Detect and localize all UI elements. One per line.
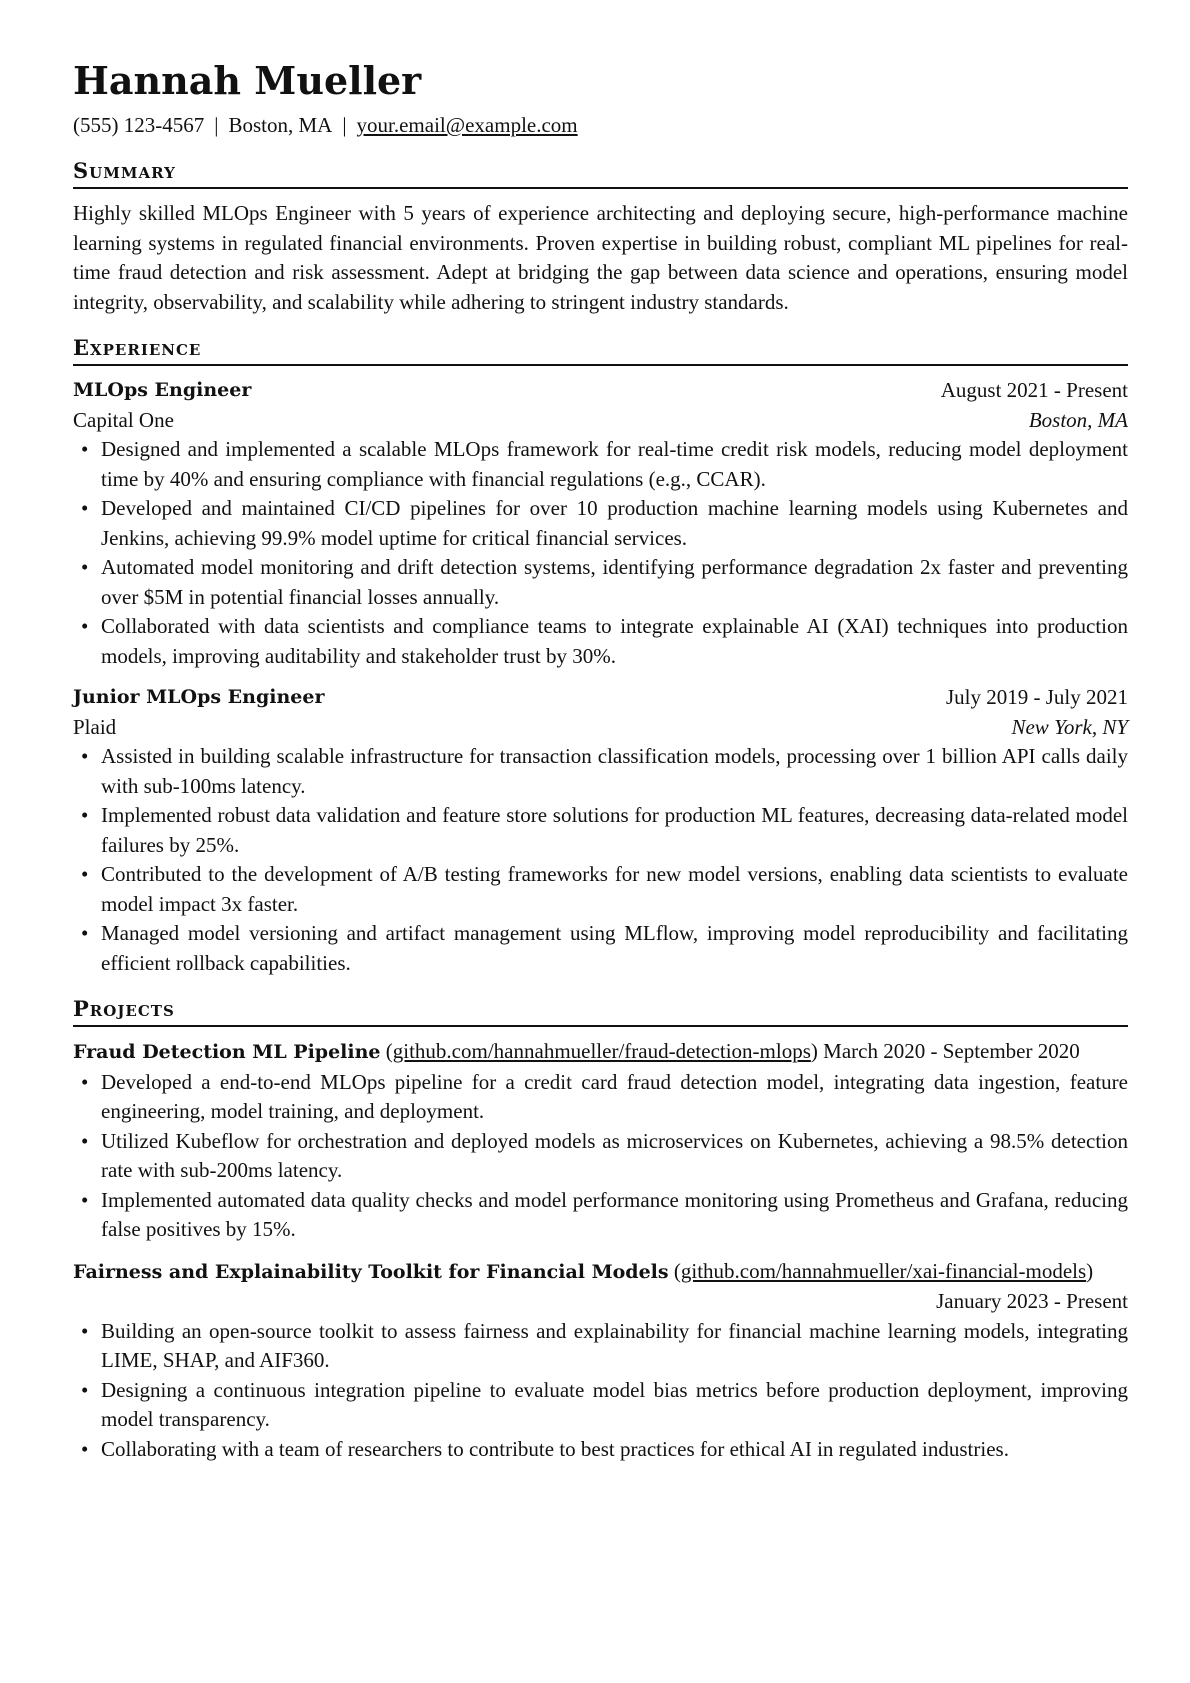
project-bullets xyxy=(73,1317,1128,1465)
job-company: Plaid xyxy=(73,714,117,739)
list-item: • Utilized Kubeflow for orchestration and deployed models as microservices on Kubernetes, achieving a 98.5% detection rate with sub-200ms latency. xyxy=(73,1127,1128,1186)
phone: (555) 123-4567 xyxy=(73,113,205,137)
project-header: Fraud Detection ML Pipeline (github.com/hannahmueller/fraud-detection-mlops) March 2020 - September 2020 xyxy=(73,1039,1080,1063)
job-subheader xyxy=(73,713,1128,743)
job-subheader xyxy=(73,406,1128,436)
project-link[interactable]: github.com/hannahmueller/xai-financial-models xyxy=(680,1258,1087,1283)
project-dates: January 2023 - Present xyxy=(936,1289,1128,1313)
job-bullets xyxy=(73,435,1128,671)
project-name: Fraud Detection ML Pipeline xyxy=(73,1041,381,1063)
list-item: • Automated model monitoring and drift detection systems, identifying performance degradation 2x faster and preventing over $5M in potential financial losses annually. xyxy=(73,553,1128,612)
list-item: • Designing a continuous integration pipeline to evaluate model bias metrics before production deployment, improving model transparency. xyxy=(73,1376,1128,1435)
list-item: • Collaborated with data scientists and compliance teams to integrate explainable AI (XAI) techniques into production models, improving auditability and stakeholder trust by 30%. xyxy=(73,612,1128,671)
project-entry xyxy=(73,1037,1128,1245)
list-item: • Implemented robust data validation and feature store solutions for production ML features, decreasing data-related model failures by 25%. xyxy=(73,801,1128,860)
email-link[interactable]: your.email@example.com xyxy=(356,113,578,137)
summary-text: Highly skilled MLOps Engineer with 5 years of experience architecting and deploying secure, high-performance machine learning systems in regulated financial environments. Proven expertise in building robust, compliant ML pipelines for real-time fraud detection and risk assessment. Adept at bridging the gap between data science and operations, ensuring model integrity, observability, and scalability while adhering to stringent industry standards. xyxy=(73,201,1128,314)
resume-page xyxy=(73,58,1128,1464)
job-dates: July 2019 - July 2021 xyxy=(945,685,1128,709)
list-item: • Building an open-source toolkit to assess fairness and explainability for financial machine learning models, integrating LIME, SHAP, and AIF360. xyxy=(73,1317,1128,1376)
contact-separator: | xyxy=(214,113,219,137)
project-dates-row xyxy=(73,1287,1128,1317)
job-role: Junior MLOps Engineer xyxy=(73,686,325,708)
list-item: • Collaborating with a team of researchers to contribute to best practices for ethical AI in regulated industries. xyxy=(73,1435,1128,1465)
list-item: • Developed and maintained CI/CD pipelines for over 10 production machine learning models using Kubernetes and Jenkins, achieving 99.9% model uptime for critical financial services. xyxy=(73,494,1128,553)
job-role: MLOps Engineer xyxy=(73,379,252,401)
experience-heading: Experience xyxy=(73,335,1128,366)
job-entry xyxy=(73,683,1128,978)
project-entry xyxy=(73,1257,1128,1465)
list-item: • Managed model versioning and artifact management using MLflow, improving model reproducibility and facilitating efficient rollback capabilities. xyxy=(73,919,1128,978)
projects-heading: Projects xyxy=(73,996,1128,1027)
project-header: Fairness and Explainability Toolkit for Financial Models (github.com/hannahmueller/xai-financial-models) xyxy=(73,1258,1094,1283)
project-link[interactable]: github.com/hannahmueller/fraud-detection-mlops xyxy=(392,1039,811,1063)
project-bullets xyxy=(73,1068,1128,1245)
job-location: Boston, MA xyxy=(1028,407,1128,432)
project-dates: March 2020 - September 2020 xyxy=(823,1039,1080,1063)
list-item: • Assisted in building scalable infrastructure for transaction classification models, processing over 1 billion API calls daily with sub-100ms latency. xyxy=(73,742,1128,801)
job-header xyxy=(73,683,1128,713)
location: Boston, MA xyxy=(228,113,333,137)
project-name: Fairness and Explainability Toolkit for Financial Models xyxy=(73,1260,669,1283)
list-item: • Developed a end-to-end MLOps pipeline for a credit card fraud detection model, integrating data ingestion, feature engineering, model training, and deployment. xyxy=(73,1068,1128,1127)
job-bullets xyxy=(73,742,1128,978)
job-dates: August 2021 - Present xyxy=(940,378,1128,402)
summary-heading: Summary xyxy=(73,158,1128,189)
job-company: Capital One xyxy=(73,407,174,432)
candidate-name: Hannah Mueller xyxy=(73,58,422,103)
job-entry xyxy=(73,376,1128,671)
job-header xyxy=(73,376,1128,406)
list-item: • Designed and implemented a scalable MLOps framework for real-time credit risk models, reducing model deployment time by 40% and ensuring compliance with financial regulations (e.g., CCAR). xyxy=(73,435,1128,494)
list-item: • Contributed to the development of A/B testing frameworks for new model versions, enabling data scientists to evaluate model impact 3x faster. xyxy=(73,860,1128,919)
list-item: • Implemented automated data quality checks and model performance monitoring using Prometheus and Grafana, reducing false positives by 15%. xyxy=(73,1186,1128,1245)
contact-line xyxy=(73,110,1128,140)
job-location: New York, NY xyxy=(1011,714,1128,739)
contact-separator: | xyxy=(342,113,347,137)
